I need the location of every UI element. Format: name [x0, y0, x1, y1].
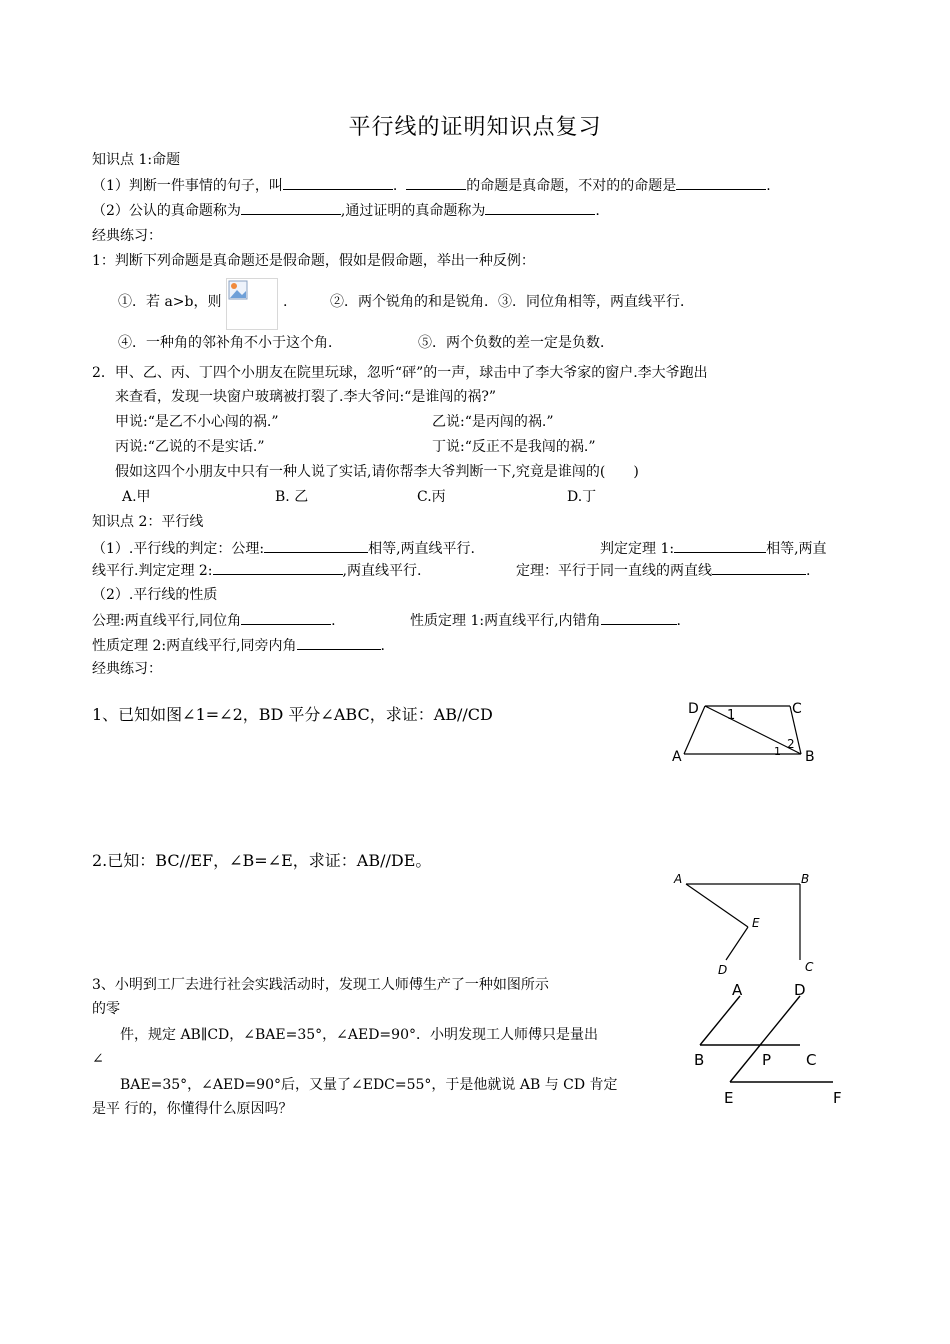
text: 性质定理 1:两直线平行,内错角: [410, 613, 601, 629]
label-c: C: [805, 960, 814, 974]
text: ,通过证明的真命题称为: [340, 203, 486, 219]
fill-blank[interactable]: [676, 175, 766, 190]
fill-blank[interactable]: [674, 538, 766, 553]
label-e: E: [724, 1089, 734, 1107]
text: （1）.平行线的判定：公理:: [92, 541, 265, 557]
text: 的命题是真命题，不对的的命题是: [466, 178, 677, 194]
k2-line-5: [92, 635, 385, 656]
segment-ae: [686, 884, 748, 927]
q1-item-5: ⑤．两个负数的差一定是负数．: [418, 335, 614, 351]
fill-blank[interactable]: [297, 635, 381, 650]
q1-item-1-end: .: [283, 294, 288, 310]
k2-line-4: [92, 610, 336, 631]
segment-de: [730, 996, 800, 1082]
k2-line-2-right: [516, 560, 810, 581]
text: .: [806, 563, 811, 579]
label-b: B: [694, 1051, 705, 1069]
text: 线平行.判定定理 2:: [92, 563, 213, 579]
fill-blank[interactable]: [264, 538, 368, 553]
text: .: [392, 178, 398, 194]
label-a: A: [732, 981, 743, 999]
text: 判定定理 1:: [600, 541, 675, 557]
q1-item-4: ④．一种角的邻补角不小于这个角．: [118, 335, 342, 351]
text: 公理:两直线平行,同位角: [92, 613, 242, 629]
label-p: P: [762, 1051, 772, 1069]
k1-line-2: [92, 200, 600, 221]
k2-line-3: （2）.平行线的性质: [92, 587, 218, 603]
k2-line-4-right: [410, 610, 681, 631]
p2-text: 2.已知：BC//EF，∠B=∠E，求证：AB//DE。: [92, 851, 432, 870]
label-f: F: [833, 1089, 842, 1107]
exercise-heading-1: 经典练习：: [92, 228, 162, 244]
p3-line-1: 3、小明到工厂去进行社会实践活动时，发现工人师傅生产了一种如图所示: [92, 977, 549, 993]
q2-yi: 乙说:“是丙闯的祸.”: [432, 414, 554, 430]
label-c: C: [806, 1051, 817, 1069]
text: .: [595, 203, 600, 219]
q1-stem: 1：判断下列命题是真命题还是假命题，假如是假命题，举出一种反例：: [92, 253, 535, 269]
label-d: D: [794, 981, 806, 999]
q2-option-a[interactable]: A.甲: [122, 489, 151, 505]
text: .: [380, 638, 385, 654]
zigzag-part-figure: [688, 978, 858, 1110]
page-title: 平行线的证明知识点复习: [348, 115, 602, 140]
text: 相等,两直: [766, 541, 827, 557]
text: 相等,两直线平行.: [368, 541, 475, 557]
label-b: B: [801, 872, 810, 886]
p3-line-3: 件，规定 AB∥CD，∠BAE=35°，∠AED=90°．小明发现工人师傅只是量出: [120, 1027, 598, 1043]
fill-blank[interactable]: [406, 175, 466, 190]
q2-line-5: 假如这四个小朋友中只有一种人说了实话,请你帮李大爷判断一下,究竟是谁闯的( ): [115, 464, 639, 480]
q1-item-1: ①．若 a>b，则: [118, 294, 222, 310]
label-c: C: [792, 701, 802, 717]
label-a: A: [672, 749, 682, 765]
bent-path-figure: [668, 868, 828, 980]
q2-line-2: 来查看，发现一块窗户玻璃被打裂了.李大爷问:“是谁闯的祸?”: [115, 389, 496, 405]
fill-blank[interactable]: [601, 610, 677, 625]
segment-ed: [726, 927, 748, 960]
fill-blank[interactable]: [241, 610, 331, 625]
k2-line-2: [92, 560, 421, 581]
q2-option-c[interactable]: C.丙: [417, 489, 446, 505]
fill-blank[interactable]: [283, 175, 393, 190]
broken-image-icon: [226, 278, 278, 330]
exercise-heading-2: 经典练习：: [92, 661, 162, 677]
k2-line-1-right: [600, 538, 827, 559]
label-e: E: [752, 916, 760, 930]
k2-line-1: [92, 538, 475, 559]
q2-option-d[interactable]: D.丁: [567, 489, 597, 505]
k1-line-1: [92, 175, 771, 196]
label-b: B: [805, 749, 815, 765]
fill-blank[interactable]: [241, 200, 341, 215]
q2-line-1: 2．甲、乙、丙、丁四个小朋友在院里玩球，忽听“砰”的一声，球击中了李大爷家的窗户.李大爷跑出: [92, 365, 708, 381]
text: ,两直线平行.: [342, 563, 422, 579]
label-a: A: [674, 872, 683, 886]
label-angle-1b: 1: [774, 745, 781, 758]
text: 性质定理 2:两直线平行,同旁内角: [92, 638, 297, 654]
label-angle-2: 2: [787, 737, 795, 751]
text: （1）判断一件事情的句子，叫: [92, 178, 283, 194]
section-heading-2: 知识点 2：平行线: [92, 514, 204, 530]
q2-ding: 丁说:“反正不是我闯的祸.”: [432, 439, 596, 455]
q2-bing: 丙说:“乙说的不是实话.”: [115, 439, 265, 455]
fill-blank[interactable]: [712, 560, 806, 575]
text: .: [676, 613, 681, 629]
p3-line-5: BAE=35°，∠AED=90°后，又量了∠EDC=55°，于是他就说 AB 与 CD 肯定: [120, 1077, 618, 1093]
trapezoid-figure: [668, 694, 828, 774]
q2-jia: 甲说:“是乙不小心闯的祸.”: [115, 414, 279, 430]
text: .: [766, 178, 771, 194]
p3-line-4: ∠: [92, 1051, 104, 1067]
p1-text: 1、已知如图∠1=∠2，BD 平分∠ABC，求证：AB//CD: [92, 705, 493, 724]
p3-line-6: 是平 行的，你懂得什么原因吗？: [92, 1101, 293, 1117]
fill-blank[interactable]: [213, 560, 343, 575]
label-angle-1: 1: [727, 708, 736, 723]
q2-option-b[interactable]: B. 乙: [275, 489, 309, 505]
text: （2）公认的真命题称为: [92, 203, 241, 219]
fill-blank[interactable]: [485, 200, 595, 215]
text: .: [331, 613, 336, 629]
p3-line-2: 的零: [92, 1001, 120, 1017]
segment-ab: [700, 996, 740, 1045]
section-heading-1: 知识点 1:命题: [92, 152, 181, 168]
label-d: D: [688, 701, 699, 717]
text: 定理：平行于同一直线的两直线: [516, 563, 712, 579]
label-d: D: [718, 963, 728, 977]
q1-item-2-3: ②．两个锐角的和是锐角．③．同位角相等，两直线平行．: [330, 294, 694, 310]
